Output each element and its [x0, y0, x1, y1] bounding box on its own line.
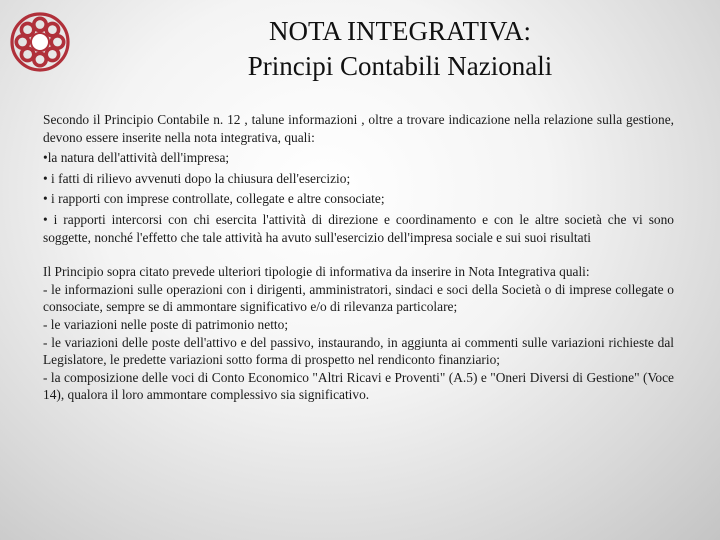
section2-intro: Il Principio sopra citato prevede ulteriori tipologie di informativa da inserire in Nota Integrativa quali:	[43, 264, 590, 280]
title-line-2: Principi Contabili Nazionali	[247, 51, 553, 81]
section1-intro: Secondo il Principio Contabile n. 12 , talune informazioni , oltre a trovare indicazione nella relazione sulla gestione, devono essere inserite nella nota integrativa, quali:	[43, 112, 674, 145]
list-item: - le informazioni sulle operazioni con i dirigenti, amministratori, sindaci e soci della Società o di imprese collegate o consociate, sempre se di ammontare significativo e/o di rilevanza particolare;	[43, 281, 674, 315]
list-item: - le variazioni delle poste dell'attivo e del passivo, instaurando, in aggiunta ai commenti sulle variazioni richieste dal Legislatore, le predette variazioni sotto forma di prospetto nel rendiconto finanziario;	[43, 334, 674, 368]
list-item: - le variazioni nelle poste di patrimonio netto;	[43, 316, 289, 332]
organization-logo-icon	[8, 10, 72, 74]
paragraph-spacer	[43, 249, 674, 263]
title-line-1: NOTA INTEGRATIVA:	[268, 16, 532, 46]
page-title	[140, 14, 660, 84]
document-body	[43, 111, 674, 404]
list-item: • i rapporti intercorsi con chi esercita l'attività di direzione e coordinamento e con le altre società che vi sono soggette, nonché l'effetto che tale attività ha avuto sull'esercizio dell'impresa sociale e sui suoi risultati	[43, 211, 674, 245]
list-item: • i rapporti con imprese controllate, collegate e altre consociate;	[43, 191, 385, 207]
list-item: - la composizione delle voci di Conto Economico "Altri Ricavi e Proventi" (A.5) e "Oneri Diversi di Gestione" (Voce 14), qualora il loro ammontare complessivo sia significativo.	[43, 369, 674, 403]
list-item: •la natura dell'attività dell'impresa;	[43, 150, 230, 166]
list-item: • i fatti di rilievo avvenuti dopo la chiusura dell'esercizio;	[43, 170, 351, 186]
